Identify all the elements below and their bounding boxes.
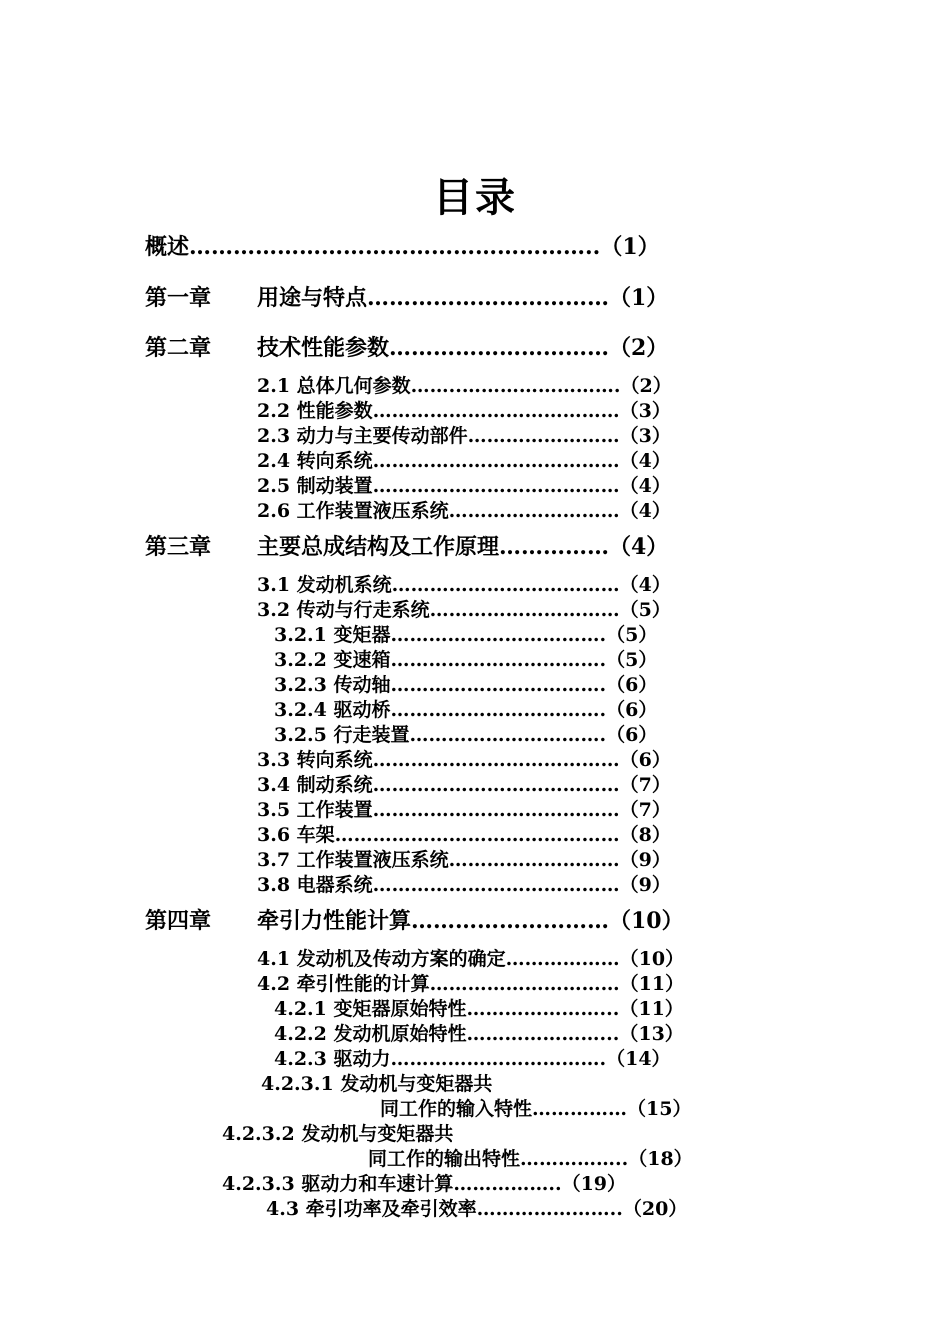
toc-title: 目录 bbox=[433, 174, 517, 221]
toc-chapter-entry bbox=[145, 285, 668, 311]
toc-entry: 4.1 发动机及传动方案的确定………………（10） bbox=[257, 948, 685, 970]
toc-entry: 3.2.1 变矩器…………………………….（5） bbox=[274, 624, 658, 646]
toc-entry bbox=[145, 234, 660, 260]
toc-chapter-entry bbox=[145, 534, 668, 560]
toc-entry: 3.2.3 传动轴…………………………….（6） bbox=[274, 674, 658, 696]
toc-entry: 3.3 转向系统…………………………………（6） bbox=[257, 749, 671, 771]
toc-entry: 4.3 牵引功率及牵引效率…………………..（20） bbox=[266, 1198, 688, 1220]
toc-entry: 4.2.1 变矩器原始特性…………………...（11） bbox=[274, 998, 684, 1020]
toc-entry: 3.2 传动与行走系统…………………………（5） bbox=[257, 599, 671, 621]
toc-entry: 3.2.5 行走装置………………………….（6） bbox=[274, 724, 658, 746]
toc-entry-text: 用途与特点……………………………（1） bbox=[257, 285, 669, 311]
toc-entry: 4.2.3 驱动力…………………………….（14） bbox=[274, 1048, 671, 1070]
chapter-label: 第二章 bbox=[145, 335, 212, 361]
toc-entry: 4.2.3.1 发动机与变矩器共 bbox=[261, 1073, 493, 1095]
toc-entry: 3.1 发动机系统………………………………（4） bbox=[257, 574, 671, 596]
toc-entry-text: 主要总成结构及工作原理……………（4） bbox=[257, 534, 669, 560]
toc-entry: 2.1 总体几何参数……..…………………….（2） bbox=[257, 375, 672, 397]
toc-entry: 2.6 工作装置液压系统………………………（4） bbox=[257, 500, 671, 522]
toc-entry: 4.2.3.2 发动机与变矩器共 bbox=[222, 1123, 454, 1145]
toc-entry-continued: 同工作的输出特性……………..（18） bbox=[368, 1148, 693, 1170]
chapter-label: 第三章 bbox=[145, 534, 212, 560]
toc-entry: 2.5 制动装置…………………………………（4） bbox=[257, 475, 671, 497]
toc-entry-text: 牵引力性能计算………………………（10） bbox=[257, 908, 684, 934]
chapter-label: 第一章 bbox=[145, 285, 212, 311]
toc-entry: 2.2 性能参数…………………………………（3） bbox=[257, 400, 671, 422]
chapter-label: 第四章 bbox=[145, 908, 212, 934]
toc-entry: 3.7 工作装置液压系统………………………（9） bbox=[257, 849, 671, 871]
toc-chapter-entry bbox=[145, 908, 684, 934]
toc-entry-continued: 同工作的输入特性……………（15） bbox=[380, 1098, 692, 1120]
toc-entry: 2.4 转向系统…………………………………（4） bbox=[257, 450, 671, 472]
toc-entry: 4.2.3.3 驱动力和车速计算……………..（19） bbox=[222, 1173, 627, 1195]
toc-entry: 4.2.2 发动机原始特性…………………...（13） bbox=[274, 1023, 684, 1045]
toc-entry: 3.2.4 驱动桥…………………………….（6） bbox=[274, 699, 658, 721]
toc-chapter-entry bbox=[145, 335, 668, 361]
toc-entry: 4.2 牵引性能的计算…………………………（11） bbox=[257, 973, 685, 995]
toc-entry-text: 技术性能参数…………………………（2） bbox=[257, 335, 669, 361]
toc-entry: 3.4 制动系统…………………………………（7） bbox=[257, 774, 671, 796]
toc-entry: 3.2.2 变速箱…………………………….（5） bbox=[274, 649, 658, 671]
toc-entry: 3.5 工作装置…………………………………（7） bbox=[257, 799, 671, 821]
toc-entry: 3.8 电器系统…………………………………（9） bbox=[257, 874, 671, 896]
toc-entry: 3.6 车架………………………………………（8） bbox=[257, 824, 671, 846]
toc-entry-text: 概述………………………………………………..（1） bbox=[145, 234, 660, 260]
toc-entry: 2.3 动力与主要传动部件……………………（3） bbox=[257, 425, 671, 447]
